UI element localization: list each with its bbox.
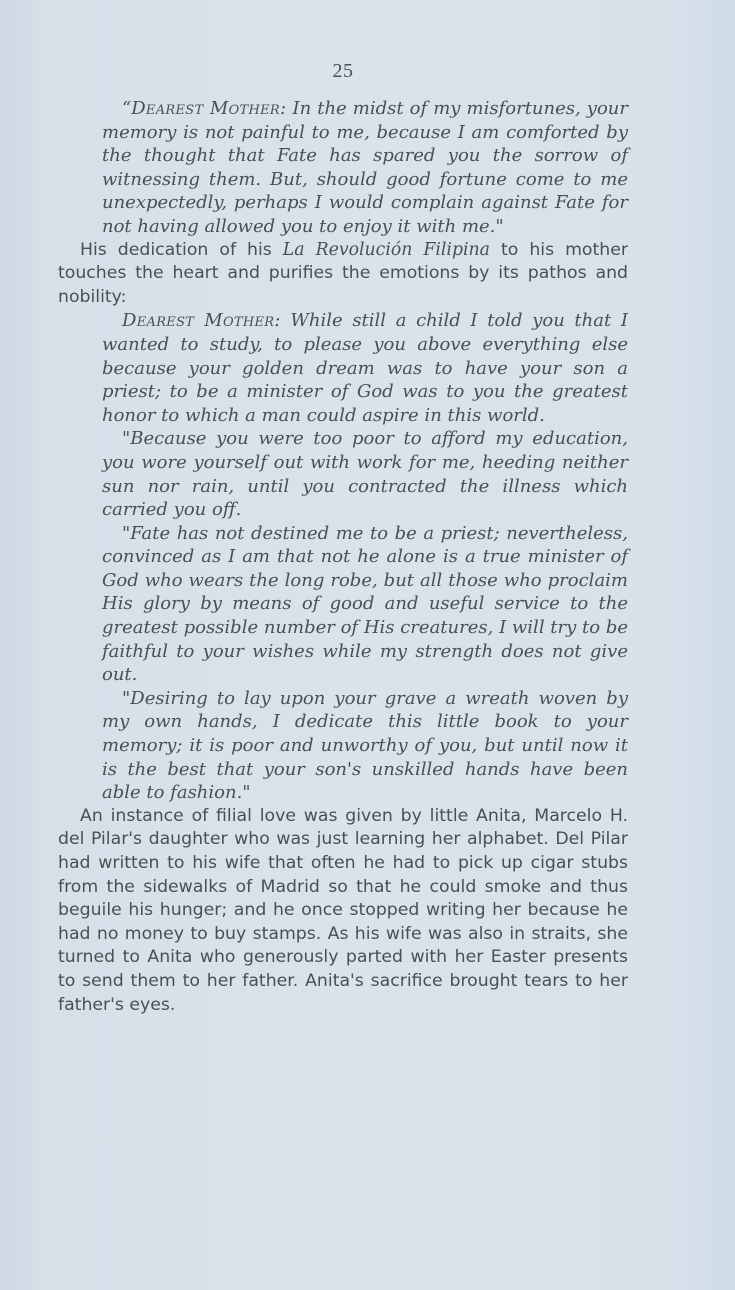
dedication-quote [102, 309, 628, 804]
dedication-intro-after: to his mother touches the heart and purifies the emotions by its pathos and nobility: [58, 239, 628, 307]
anita-paragraph: An instance of filial love was given by little Anita, Marcelo H. del Pilar's daughter who was just learning her alphabet. Del Pilar had written to his wife that often he had to pick up cigar stubs from the sidewalks of Madrid so that he could smoke and thus beguile his hunger; and he once stopped writing her because he had no money to buy stamps. As his wife was also in straits, she turned to Anita who generously parted with her Easter presents to send them to her father. Anita's sacrifice brought tears to her father's eyes. [58, 805, 628, 1015]
book-title: La Revolución Filipina [282, 239, 490, 260]
dedication-intro-before: His dedication of his [80, 239, 283, 260]
letter-text: In the midst of my misfortunes, your memory is not painful to me, because I am comforted by the thought that Fate has spared you the sorrow of witnessing them. But, should good fortune come to me unexpectedly, perhaps I would complain against Fate for not having allowed you to enjoy it with me." [102, 98, 628, 237]
letter-salutation: Dearest Mother: [131, 98, 287, 119]
dedication-paragraph-3: "Fate has not destined me to be a priest; nevertheless, convinced as I am that not he alone is a true minister of God who wears the long robe, but all those who proclaim His glory by means of good and useful service to the greatest possible number of His creatures, I will try to be faithful to your wishes while my strength does not give out. [102, 522, 628, 686]
dedication-intro-paragraph [58, 239, 628, 310]
dedication-paragraph-1 [102, 309, 628, 427]
letter-quote [102, 97, 628, 239]
book-page [58, 60, 628, 1017]
dedication-paragraph-4: "Desiring to lay upon your grave a wreath woven by my own hands, I dedicate this little book to your memory; it is poor and unworthy of you, but until now it is the best that your son's unskilled hands have been able to fashion." [102, 687, 628, 804]
page-number: 25 [332, 60, 354, 82]
dedication-salutation: Dearest Mother: [122, 310, 281, 332]
letter-paragraph: “Dearest Mother: In the midst of my misfortunes, your memory is not painful to me, because I am comforted by the thought that Fate has spared you the sorrow of witnessing them. But, should good fortune come to me unexpectedly, perhaps I would complain against Fate for not having allowed you to enjoy it with me." [102, 98, 628, 237]
dedication-paragraph-2: "Because you were too poor to afford my education, you wore yourself out with work for me, heeding neither sun nor rain, until you contracted the illness which carried you off. [102, 428, 628, 521]
dedication-text-1: While still a child I told you that I wanted to study, to please you above everything else because your golden dream was to have your son a priest; to be a minister of God was to you the greatest honor to which a man could aspire in this world. [102, 310, 628, 426]
